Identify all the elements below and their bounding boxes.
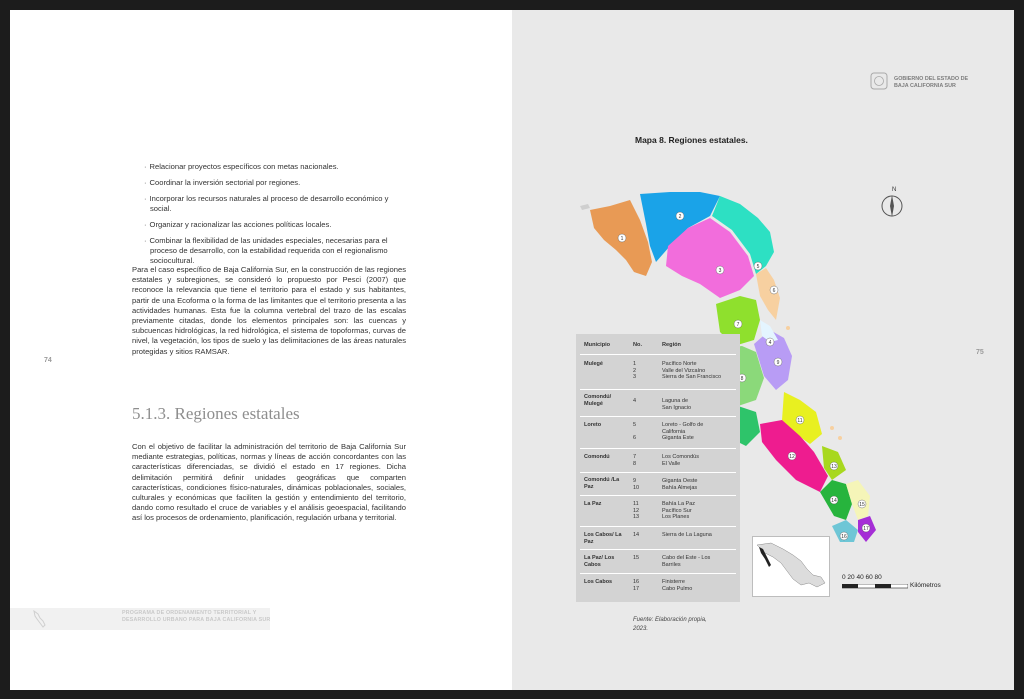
table-divider bbox=[580, 354, 736, 355]
table-divider bbox=[580, 448, 736, 449]
table-row-numbers: 5 6 bbox=[633, 422, 637, 441]
mexico-outline-icon bbox=[753, 537, 829, 596]
scale-bar-icon bbox=[842, 584, 908, 589]
table-row-numbers: 4 bbox=[633, 398, 637, 404]
page-number-right: 75 bbox=[976, 349, 984, 356]
table-row-municipio: Loreto bbox=[584, 422, 602, 428]
svg-text:14: 14 bbox=[831, 498, 837, 504]
table-row-regions: Loreto - Golfo de California Giganta Este bbox=[662, 422, 704, 441]
table-row-numbers: 14 bbox=[633, 532, 640, 538]
bullet-item: · Incorporar los recursos naturales al proceso de desarrollo económico y social. bbox=[143, 194, 405, 214]
bullet-item: · Relacionar proyectos específicos con metas nacionales. bbox=[143, 162, 405, 172]
table-row-numbers: 11 12 13 bbox=[633, 501, 640, 520]
table-row-numbers: 7 8 bbox=[633, 454, 637, 467]
table-header: Región bbox=[662, 342, 681, 348]
table-row-regions: Pacífico Norte Valle del Vizcaíno Sierra de San Francisco bbox=[662, 361, 721, 380]
table-divider bbox=[580, 526, 736, 527]
table-row-numbers: 16 17 bbox=[633, 579, 640, 592]
svg-text:9: 9 bbox=[776, 360, 780, 366]
table-row-municipio: Comondú /La Paz bbox=[584, 477, 620, 490]
table-divider bbox=[580, 389, 736, 390]
table-row-regions: Laguna de San Ignacio bbox=[662, 398, 692, 411]
table-divider bbox=[580, 573, 736, 574]
table-row-regions: Bahía La Paz Pacífico Sur Los Planes bbox=[662, 501, 696, 520]
bullet-item: · Coordinar la inversión sectorial por regiones. bbox=[143, 178, 405, 188]
table-row-municipio: Los Cabos bbox=[584, 579, 613, 585]
svg-text:4: 4 bbox=[768, 340, 772, 346]
table-divider bbox=[580, 495, 736, 496]
svg-text:11: 11 bbox=[797, 418, 803, 424]
table-row-numbers: 15 bbox=[633, 555, 640, 561]
bullet-list bbox=[143, 162, 405, 272]
svg-text:1: 1 bbox=[620, 236, 624, 242]
table-row-regions: Sierra de La Laguna bbox=[662, 532, 712, 538]
source-line: Fuente: Elaboración propia, bbox=[633, 617, 707, 623]
svg-text:6: 6 bbox=[772, 288, 776, 294]
regions-table bbox=[576, 334, 740, 602]
table-row-municipio: La Paz bbox=[584, 501, 602, 507]
svg-text:15: 15 bbox=[859, 502, 865, 508]
table-row-numbers: 1 2 3 bbox=[633, 361, 637, 380]
scale-unit: Kilómetros bbox=[910, 582, 941, 589]
map-region-6 bbox=[756, 268, 780, 320]
svg-text:5: 5 bbox=[756, 264, 760, 270]
footer-line: DESARROLLO URBANO PARA BAJA CALIFORNIA SUR bbox=[122, 617, 271, 623]
left-page bbox=[10, 10, 512, 690]
peninsula-logo-icon bbox=[10, 608, 50, 630]
gov-header bbox=[894, 76, 968, 90]
svg-text:8: 8 bbox=[740, 376, 744, 382]
table-row-regions: Los Comondús El Valle bbox=[662, 454, 699, 467]
table-row-municipio: Comondú bbox=[584, 454, 610, 460]
footer-program-title bbox=[122, 610, 322, 624]
svg-text:13: 13 bbox=[831, 464, 837, 470]
svg-text:17: 17 bbox=[863, 526, 869, 532]
scale-bar-labels: 0 20 40 60 80 bbox=[842, 574, 882, 581]
body-paragraph: Para el caso específico de Baja California Sur, en la construcción de las regiones estatales y subregiones, se consideró lo propuesto por Pesci (2007) que reconoce la relevancia que tiene el territorio para el estado y sus habitantes, partir de una Ecoforma o la forma de las limitantes que el territorio presenta a las actividades humanas. Esta fue la columna vertebral del trazo de las escalas previamente citadas, donde los elementos principales son: las cuencas y subcuencas hidrológicas, la red hidrológica, el sistema de topoformas, curvas de nivel, la vegetación, los tipos de suelo y las delimitaciones de las áreas naturales protegidas y sitios RAMSAR. bbox=[132, 265, 406, 356]
svg-text:7: 7 bbox=[736, 322, 740, 328]
page-number-left: 74 bbox=[44, 357, 52, 364]
section-title: 5.1.3. Regiones estatales bbox=[132, 404, 300, 423]
right-page bbox=[512, 10, 1014, 690]
svg-text:16: 16 bbox=[841, 534, 847, 540]
state-seal-icon bbox=[870, 72, 888, 90]
bullet-item: · Organizar y racionalizar las acciones políticas locales. bbox=[143, 220, 405, 230]
bullet-item: · Combinar la flexibilidad de las unidades especiales, necesarias para el proceso de desarrollo, con la estabilidad requerida con el regionalismo sociocultural. bbox=[143, 236, 405, 266]
gov-header-line: GOBIERNO DEL ESTADO DE bbox=[894, 76, 969, 82]
table-divider bbox=[580, 549, 736, 550]
table-divider bbox=[580, 416, 736, 417]
svg-text:12: 12 bbox=[789, 454, 795, 460]
table-row-numbers: 9 10 bbox=[633, 478, 640, 491]
table-row-regions: Cabo del Este - Los Barriles bbox=[662, 555, 711, 568]
table-divider bbox=[580, 472, 736, 473]
svg-text:2: 2 bbox=[678, 214, 682, 220]
table-row-municipio: Los Cabos/ La Paz bbox=[584, 532, 622, 545]
table-row-municipio: La Paz/ Los Cabos bbox=[584, 555, 615, 568]
svg-text:3: 3 bbox=[718, 268, 722, 274]
table-header: Municipio bbox=[584, 342, 611, 348]
mexico-inset-map bbox=[752, 536, 830, 597]
source-note bbox=[633, 616, 707, 634]
table-row-regions: Finisterre Cabo Pulmo bbox=[662, 579, 693, 592]
gov-header-line: BAJA CALIFORNIA SUR bbox=[894, 83, 956, 89]
footer-line: PROGRAMA DE ORDENAMIENTO TERRITORIAL Y bbox=[122, 610, 257, 616]
table-row-municipio: Comondú/ Mulegé bbox=[584, 394, 612, 407]
table-row-regions: Giganta Oeste Bahía Almejas bbox=[662, 478, 698, 491]
table-row-municipio: Mulegé bbox=[584, 361, 603, 367]
map-title: Mapa 8. Regiones estatales. bbox=[635, 135, 748, 145]
source-line: 2023. bbox=[633, 626, 649, 632]
body-paragraph: Con el objetivo de facilitar la administración del territorio de Baja California Sur mediante estrategias, políticas, normas y líneas de acción concordantes con las características diferenciadas, se dividió el estado en 17 regiones. Dicha delimitación permitirá definir unidades geográficas que comparten características, condiciones físico-naturales, dinámicas poblacionales, sociales, culturales y económicas que faciliten la gestión y entendimiento del territorio, dando como resultado el cruce de variables y el análisis geoespacial, facilitando así los procesos de ordenamiento, planificación, regulación urbana y territorial. bbox=[132, 442, 406, 523]
table-header: No. bbox=[633, 342, 643, 348]
north-label: N bbox=[892, 187, 897, 193]
